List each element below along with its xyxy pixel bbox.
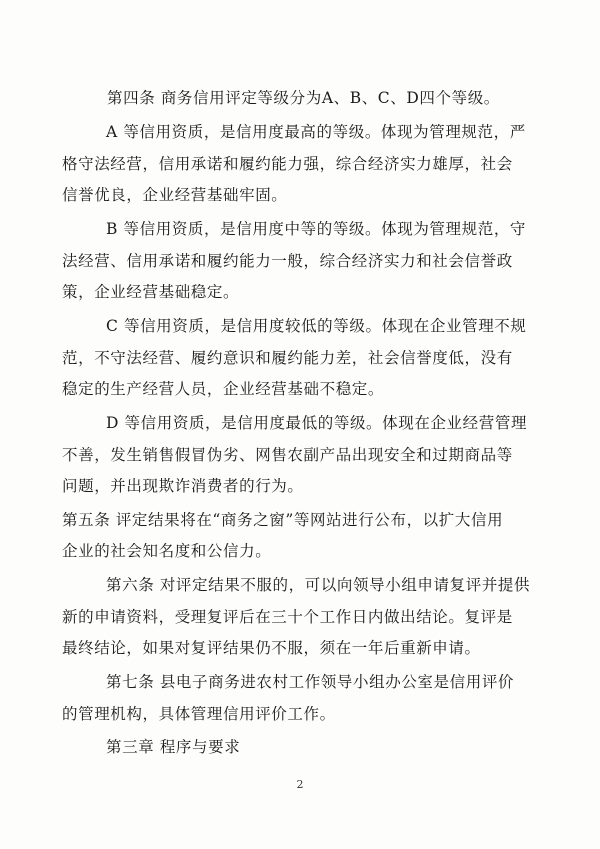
grade-d-line-2: 不善，发生销售假冒伪劣、网售农副产品出现安全和过期商品等 — [62, 446, 513, 464]
article-5-line-1: 第五条 评定结果将在“商务之窗”等网站进行公布，以扩大信用 — [62, 511, 504, 529]
grade-b-line-3: 策，企业经营基础稳定。 — [62, 283, 240, 301]
chapter-3-heading: 第三章 程序与要求 — [106, 738, 241, 756]
article-6-line-3: 最终结论，如果对复评结果仍不服，须在一年后重新申请。 — [62, 639, 481, 657]
grade-d-line-3: 问题，并出现欺诈消费者的行为。 — [62, 477, 304, 495]
article-6-line-1: 第六条 对评定结果不服的，可以向领导小组申请复评并提供 — [106, 576, 531, 594]
grade-a-line-2: 格守法经营，信用承诺和履约能力强，综合经济实力雄厚，社会 — [62, 155, 513, 173]
grade-b-line-2: 法经营、信用承诺和履约能力一般，综合经济实力和社会信誉政 — [62, 252, 513, 270]
page-number: 2 — [296, 778, 304, 791]
article-5-line-2: 企业的社会知名度和公信力。 — [62, 542, 272, 560]
article-7-line-1: 第七条 县电子商务进农村工作领导小组办公室是信用评价 — [106, 673, 515, 691]
grade-c-line-2: 范，不守法经营、履约意识和履约能力差，社会信誉度低，没有 — [62, 349, 513, 367]
grade-c-line-1: C 等信用资质，是信用度较低的等级。体现在企业管理不规 — [106, 317, 527, 335]
grade-d-line-1: D 等信用资质，是信用度最低的等级。体现在企业经营管理 — [106, 414, 528, 432]
grade-a-line-1: A 等信用资质，是信用度最高的等级。体现为管理规范，严 — [106, 123, 526, 141]
grade-a-line-3: 信誉优良，企业经营基础牢固。 — [62, 186, 288, 204]
article-6-line-2: 新的申请资料，受理复评后在三十个工作日内做出结论。复评是 — [62, 608, 513, 626]
grade-c-line-3: 稳定的生产经营人员，企业经营基础不稳定。 — [62, 380, 385, 398]
article-7-line-2: 的管理机构，具体管理信用评价工作。 — [62, 705, 336, 723]
article-4-title-line: 第四条 商务信用评定等级分为A、B、C、D四个等级。 — [107, 89, 500, 107]
grade-b-line-1: B 等信用资质，是信用度中等的等级。体现为管理规范，守 — [106, 220, 527, 238]
